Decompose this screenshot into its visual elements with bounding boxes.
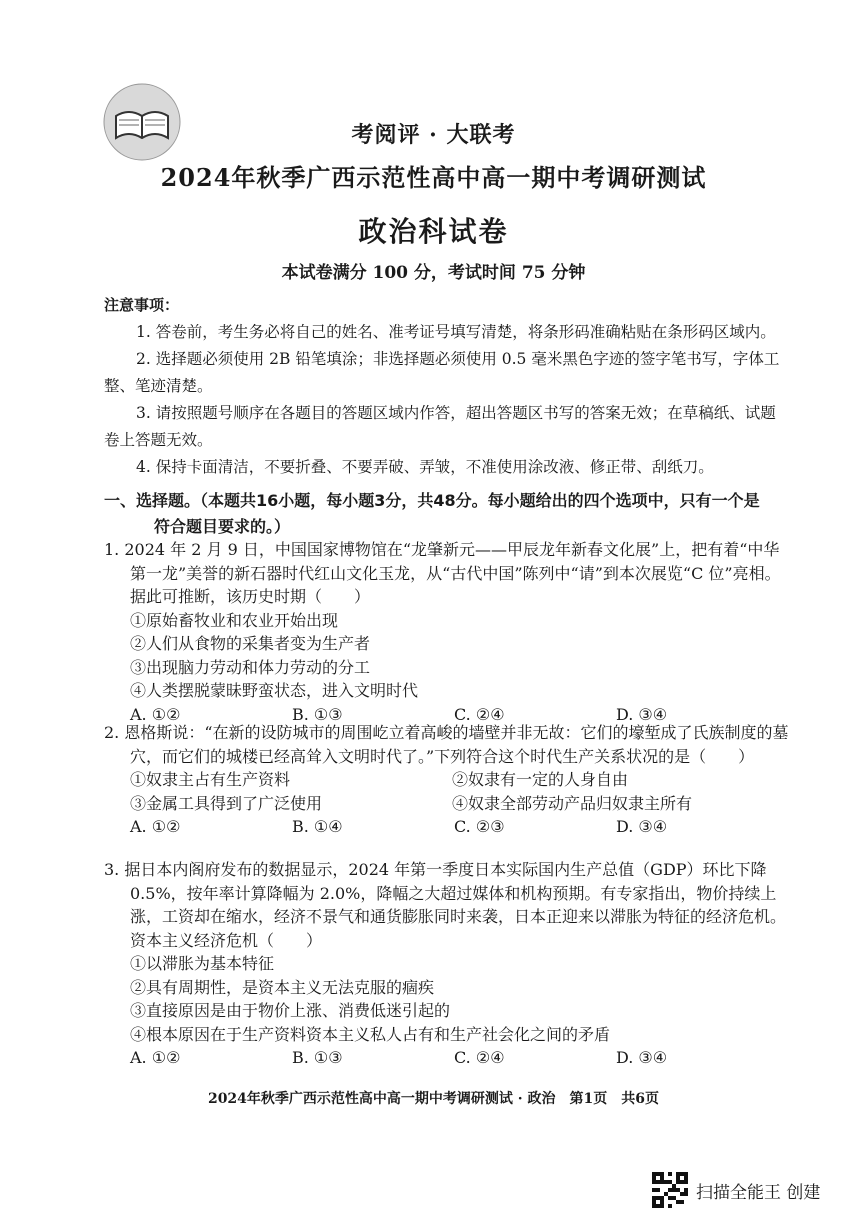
- notice-item: 2. 选择题必须使用 2B 铅笔填涂；非选择题必须使用 0.5 毫米黑色字迹的签字笔书写，字体工整、笔迹清楚。: [104, 350, 780, 395]
- notice-block: [104, 292, 784, 481]
- page-footer: 2024年秋季广西示范性高中高一期中考调研测试 · 政治 第1页 共6页: [207, 1091, 660, 1107]
- question-stem: 3. 据日本内阁府发布的数据显示，2024 年第一季度日本实际国内生产总值（GDP）环比下降 0.5%，按年率计算降幅为 2.0%，降幅之大超过媒体和机构预期。有专家指出，物价持续上涨，工资却在缩水，经济不景气和通货膨胀同时来袭，日本正迎来以滞胀为特征的经济危机。资本主义经济危机（ ）: [104, 860, 787, 950]
- scanner-watermark: [652, 1172, 820, 1208]
- choice-a: A. ①②: [130, 704, 181, 724]
- statement-option: ①奴隶主占有生产资料: [130, 770, 291, 789]
- choice-b: B. ①③: [292, 1048, 343, 1067]
- choice-d: D. ③④: [616, 704, 668, 724]
- scanner-label: 扫描全能王 创建: [696, 1182, 821, 1203]
- statement-option: ②人们从食物的采集者变为生产者: [130, 634, 371, 653]
- statement-option: ②奴隶有一定的人身自由: [452, 770, 629, 789]
- notice-item: 4. 保持卡面清洁，不要折叠、不要弄破、弄皱，不准使用涂改液、修正带、刮纸刀。: [136, 458, 714, 476]
- notice-item: 3. 请按照题号顺序在各题目的答题区域内作答，超出答题区书写的答案无效；在草稿纸、试题卷上答题无效。: [104, 404, 776, 449]
- notice-title: 注意事项：: [104, 296, 180, 314]
- choice-c: C. ②④: [454, 1048, 505, 1067]
- choice-c: C. ②④: [454, 704, 505, 724]
- exam-title: 2024年秋季广西示范性高中高一期中考调研测试: [160, 163, 707, 192]
- statement-option: ①原始畜牧业和农业开始出现: [130, 610, 339, 630]
- choice-b: B. ①④: [292, 817, 343, 836]
- notice-item: 1. 答卷前，考生务必将自己的姓名、准考证号填写清楚，将条形码准确粘贴在条形码区域内。: [136, 323, 776, 341]
- statement-option: ④人类摆脱蒙昧野蛮状态，进入文明时代: [130, 681, 419, 700]
- statement-option: ①以滞胀为基本特征: [130, 954, 275, 973]
- choice-a: A. ①②: [130, 817, 181, 836]
- choice-a: A. ①②: [130, 1048, 181, 1067]
- section-heading: [104, 488, 794, 540]
- answer-choices: [104, 815, 794, 839]
- choice-b: B. ①③: [292, 704, 343, 724]
- statement-option: ③出现脑力劳动和体力劳动的分工: [130, 657, 371, 677]
- statement-option: ④根本原因在于生产资料资本主义私人占有和生产社会化之间的矛盾: [130, 1024, 611, 1044]
- statement-row: [104, 792, 794, 816]
- subject-title: 政治科试卷: [358, 215, 509, 248]
- exam-series: 考阅评 · 大联考: [351, 122, 516, 148]
- question-2: [104, 721, 794, 839]
- statement-option: ②具有周期性，是资本主义无法克服的痼疾: [130, 977, 435, 997]
- question-3: [104, 858, 794, 1070]
- question-stem: 2. 恩格斯说：“在新的设防城市的周围屹立着高峻的墙壁并非无故：它们的壕堑成了氏族制度的墓穴，而它们的城楼已经高耸入文明时代了。”下列符合这个时代生产关系状况的是（ ）: [104, 723, 789, 766]
- qr-code-icon: [652, 1172, 688, 1208]
- exam-info: 本试卷满分 100 分，考试时间 75 分钟: [281, 263, 586, 283]
- choice-d: D. ③④: [616, 817, 668, 836]
- choice-c: C. ②③: [454, 817, 505, 836]
- question-1: [104, 538, 794, 726]
- section-line: 符合题目要求的。）: [154, 517, 291, 536]
- statement-option: ③直接原因是由于物价上涨、消费低迷引起的: [130, 1001, 451, 1020]
- question-stem: 1. 2024 年 2 月 9 日，中国国家博物馆在“龙肇新元——甲辰龙年新春文化展”上，把有着“中华第一龙”美誉的新石器时代红山文化玉龙，从“古代中国”陈列中“请”到本次展览“C 位”亮相。据此可推断，该历史时期（ ）: [104, 540, 781, 606]
- answer-choices: [104, 1046, 794, 1070]
- statement-row: [104, 768, 794, 792]
- choice-d: D. ③④: [616, 1048, 668, 1067]
- statement-option: ④奴隶全部劳动产品归奴隶主所有: [452, 793, 693, 813]
- section-line: 一、选择题。（本题共16小题，每小题3分，共48分。每小题给出的四个选项中，只有一个是: [104, 491, 760, 510]
- statement-option: ③金属工具得到了广泛使用: [130, 793, 323, 813]
